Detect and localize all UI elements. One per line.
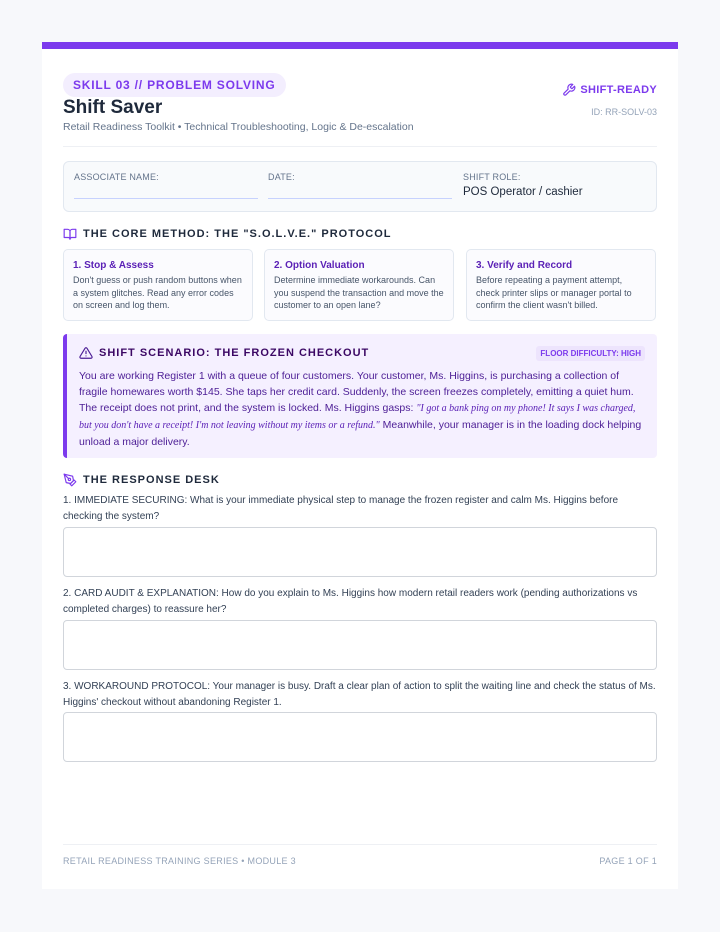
associate-info-box xyxy=(63,161,657,212)
question-3: 3. WORKAROUND PROTOCOL: Your manager is busy. Draft a clear plan of action to split the waiting line and check the status of Ms. Higgins' checkout without abandoning Register 1. xyxy=(63,681,656,708)
pen-icon xyxy=(63,473,77,487)
method-card-body: Don't guess or push random buttons when a system glitches. Read any error codes on screen and log them. xyxy=(73,275,242,310)
scenario-heading-text: SHIFT SCENARIO: THE FROZEN CHECKOUT xyxy=(99,347,370,359)
difficulty-badge: FLOOR DIFFICULTY: HIGH xyxy=(536,346,645,361)
page-subtitle: Retail Readiness Toolkit • Technical Troubleshooting, Logic & De-escalation xyxy=(63,121,414,133)
method-card-title: 3. Verify and Record xyxy=(476,260,573,271)
core-method-heading xyxy=(63,227,392,241)
date-label: DATE: xyxy=(268,172,295,182)
question-1: 1. IMMEDIATE SECURING: What is your immediate physical step to manage the frozen register and calm Ms. Higgins before checking the system? xyxy=(63,495,619,522)
core-method-heading-text: THE CORE METHOD: THE "S.O.L.V.E." PROTOCOL xyxy=(83,228,392,240)
book-open-icon xyxy=(63,227,77,241)
shift-ready-badge xyxy=(562,83,657,97)
date-field[interactable] xyxy=(268,172,452,199)
document-id: ID: RR-SOLV-03 xyxy=(591,107,657,117)
method-card-body: Before repeating a payment attempt, check printer slips or manager portal to confirm the client wasn't billed. xyxy=(476,275,632,310)
response-desk-heading xyxy=(63,473,220,487)
associate-name-field[interactable] xyxy=(74,172,258,199)
skill-chip: SKILL 03 // PROBLEM SOLVING xyxy=(63,73,286,97)
associate-name-line[interactable] xyxy=(74,198,258,199)
wrench-icon xyxy=(562,83,576,97)
page-title: Shift Saver xyxy=(63,97,163,118)
question-2: 2. CARD AUDIT & EXPLANATION: How do you explain to Ms. Higgins how modern retail readers work (pending authorizations vs completed charges) to reassure her? xyxy=(63,588,638,615)
footer-series: RETAIL READINESS TRAINING SERIES • MODULE 3 xyxy=(63,856,296,866)
method-card-title: 1. Stop & Assess xyxy=(73,260,154,271)
method-card-1 xyxy=(63,249,253,321)
shift-role-label: SHIFT ROLE: xyxy=(463,172,521,182)
method-card-2 xyxy=(264,249,454,321)
answer-box-3[interactable] xyxy=(63,712,657,762)
method-card-3 xyxy=(466,249,656,321)
scenario-quote: "I got a bank ping on my phone! It says I was charged, but you don't have a receipt! I'm not leaving without my items or a refund." xyxy=(79,403,636,431)
footer-page-number: PAGE 1 OF 1 xyxy=(599,856,657,866)
date-line[interactable] xyxy=(268,198,452,199)
worksheet-page xyxy=(42,42,678,889)
response-desk-heading-text: THE RESPONSE DESK xyxy=(83,474,220,486)
scenario-body xyxy=(79,368,645,450)
header-divider xyxy=(63,146,657,147)
scenario-text-after: Meanwhile, your manager is in the loading dock helping unload a major delivery. xyxy=(79,419,642,448)
warning-triangle-icon xyxy=(79,346,93,360)
shift-ready-label: SHIFT-READY xyxy=(580,84,657,96)
associate-name-label: ASSOCIATE NAME: xyxy=(74,172,159,182)
shift-role-value: POS Operator / cashier xyxy=(463,186,583,198)
scenario-box xyxy=(63,334,657,458)
method-card-title: 2. Option Valuation xyxy=(274,260,365,271)
scenario-text-before: You are working Register 1 with a queue of four customers. Your customer, Ms. Higgins, is purchasing a collection of fragile homewares worth $145. She taps her credit card. Suddenly, the screen freezes completely, emitting a quiet hum. The receipt does not print, and the system is locked. Ms. Higgins gasps: xyxy=(79,370,634,414)
method-card-body: Determine immediate workarounds. Can you suspend the transaction and move the customer to an open lane? xyxy=(274,275,444,310)
footer-divider xyxy=(63,844,657,845)
shift-role-field xyxy=(463,172,647,198)
answer-box-1[interactable] xyxy=(63,527,657,577)
answer-box-2[interactable] xyxy=(63,620,657,670)
